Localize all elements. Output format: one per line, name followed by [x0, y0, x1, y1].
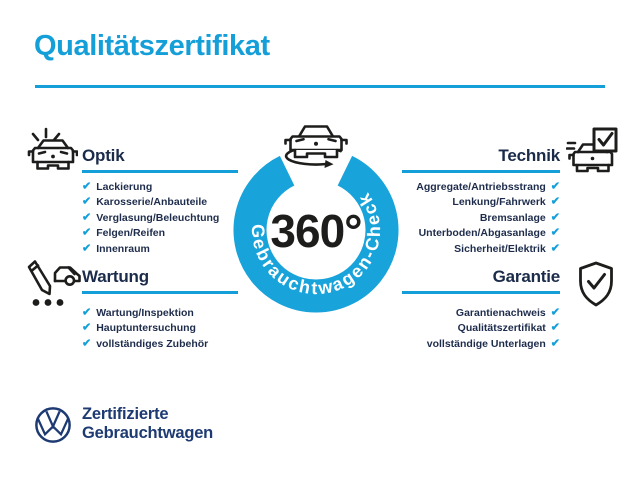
check-icon: ✔ — [82, 211, 92, 223]
section-title-wartung: Wartung — [82, 267, 149, 286]
check-icon: ✔ — [82, 321, 92, 334]
vw-logo — [34, 406, 72, 444]
check-item-label: Felgen/Reifen — [96, 227, 166, 239]
check-item-label: Garantienachweis — [455, 306, 546, 319]
check-item-label: Karosserie/Anbauteile — [96, 196, 208, 208]
section-title-optik: Optik — [82, 146, 125, 165]
section-title-garantie: Garantie — [492, 267, 560, 286]
check-icon: ✔ — [550, 211, 560, 223]
check-icon: ✔ — [82, 306, 92, 318]
ring-label: Gebrauchtwagen-Check — [247, 189, 385, 299]
check-item — [402, 337, 560, 353]
footer-line1: Zertifizierte — [82, 405, 169, 423]
check-item-label: Lenkung/Fahrwerk — [452, 196, 546, 208]
check-item-label: Innenraum — [96, 242, 150, 255]
check-item-label: Aggregate/Antriebsstrang — [416, 180, 546, 193]
check-item-label: Unterboden/Abgasanlage — [418, 227, 546, 239]
check-item-label: Hauptuntersuchung — [96, 322, 196, 334]
check-icon: ✔ — [82, 195, 92, 208]
check-icon: ✔ — [550, 306, 560, 318]
check-icon: ✔ — [550, 321, 560, 334]
check-item-label: Verglasung/Beleuchtung — [96, 211, 220, 224]
check-item-label: Qualitätszertifikat — [457, 322, 546, 334]
footer-brand-text — [82, 405, 213, 442]
page-title: Qualitätszertifikat — [34, 30, 270, 62]
car-360-rotation-icon — [286, 127, 347, 169]
check-icon: ✔ — [550, 337, 560, 349]
footer-line2: Gebrauchtwagen — [82, 423, 214, 442]
section-title-technik: Technik — [498, 146, 560, 165]
title-divider — [35, 85, 605, 88]
shield-check-icon — [577, 261, 615, 307]
car-checkbox-icon — [566, 127, 618, 179]
check-item-label: vollständiges Zubehör — [96, 337, 209, 350]
check-icon: ✔ — [550, 195, 560, 208]
check-icon: ✔ — [82, 226, 92, 239]
check-icon: ✔ — [550, 242, 560, 254]
check-item-label: Sicherheit/Elektrik — [454, 242, 546, 255]
check-item-label: vollständige Unterlagen — [426, 337, 546, 350]
check-icon: ✔ — [550, 226, 560, 239]
check-icon: ✔ — [82, 180, 92, 192]
degree-label: 360° — [270, 205, 362, 257]
gebrauchtwagen-check-360-graphic — [206, 110, 436, 330]
check-icon: ✔ — [550, 180, 560, 192]
pencil-car-icon — [23, 259, 83, 307]
check-item-label: Wartung/Inspektion — [96, 306, 194, 319]
check-icon: ✔ — [82, 337, 92, 349]
check-icon: ✔ — [82, 242, 92, 254]
check-item-label: Lackierung — [96, 180, 153, 193]
check-item — [82, 337, 238, 353]
check-item-label: Bremsanlage — [479, 211, 546, 224]
car-shine-icon — [26, 126, 78, 182]
